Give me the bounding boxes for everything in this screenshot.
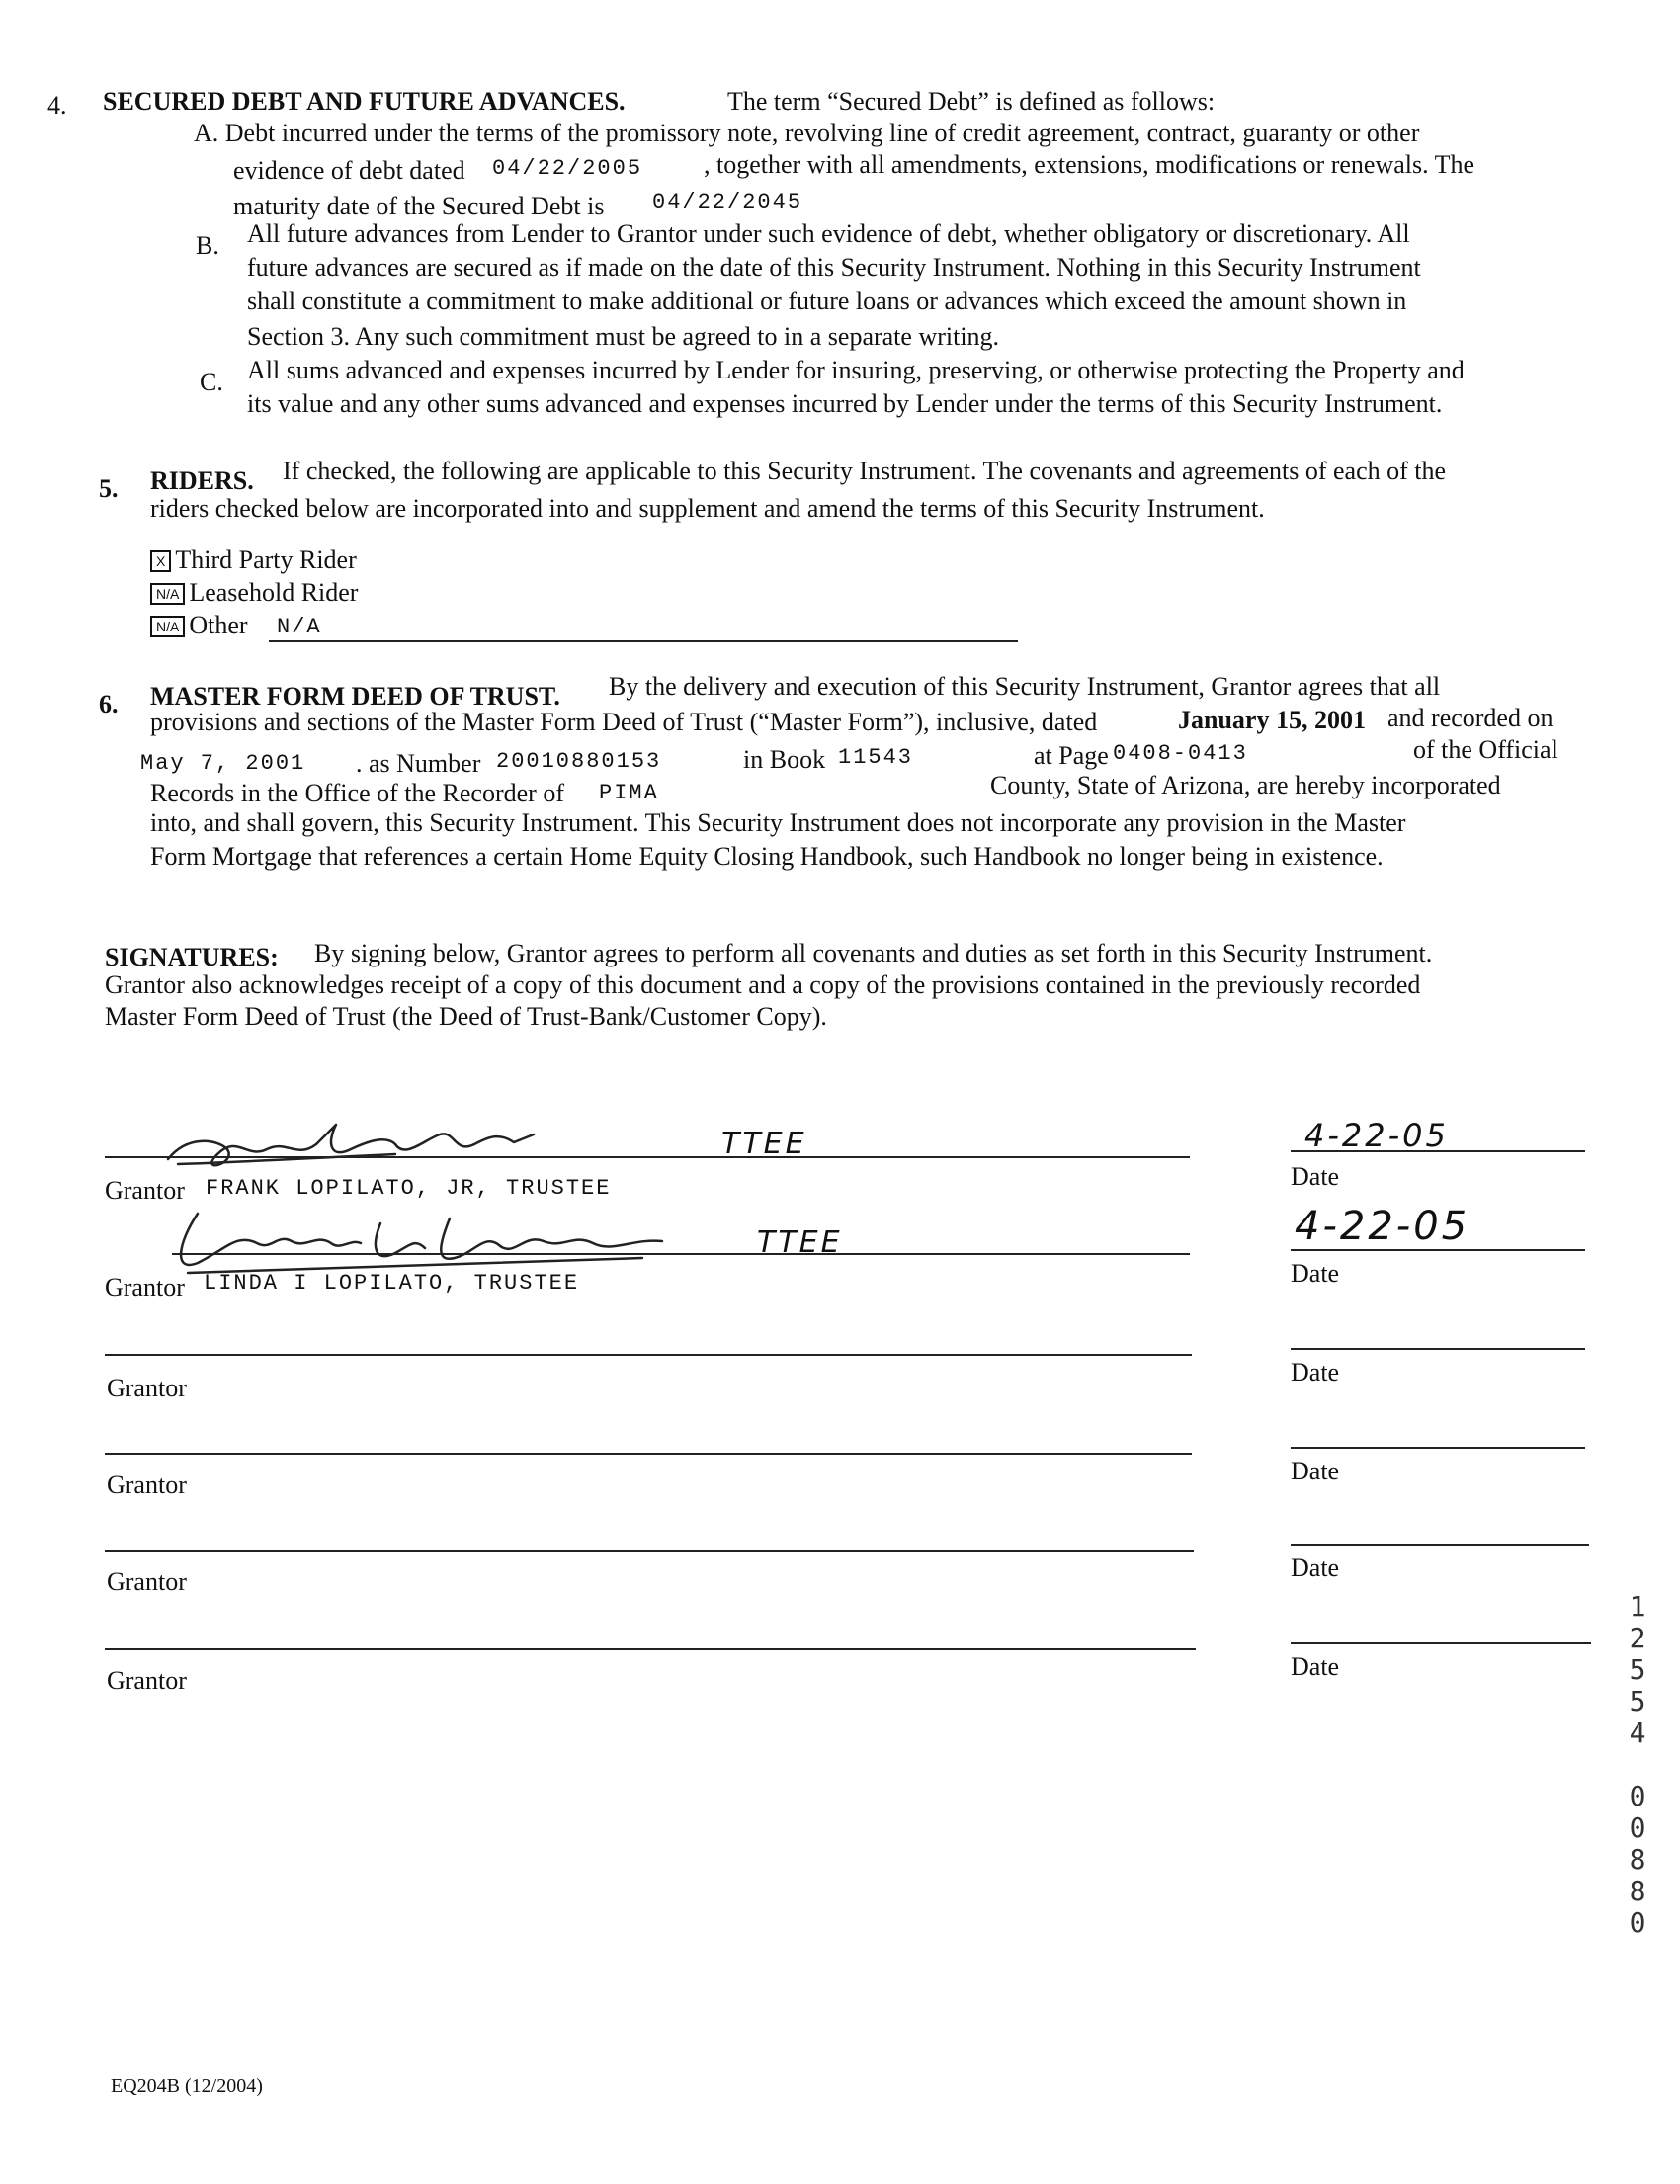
- other-rider-value: N/A: [277, 615, 322, 639]
- book-value: 11543: [838, 745, 914, 770]
- rider-checkbox[interactable]: N/A: [150, 616, 185, 637]
- grantor-2-date-line: [1291, 1249, 1585, 1251]
- section-6-line2-pre: provisions and sections of the Master Form Deed of Trust (“Master Form”), inclusive, dated: [150, 708, 1098, 736]
- page-value: 0408-0413: [1113, 741, 1248, 766]
- rider-checkbox[interactable]: X: [150, 550, 171, 572]
- grantor-1-signature-line: [105, 1156, 1190, 1158]
- maturity-date-value: 04/22/2045: [652, 190, 803, 214]
- grantor-1-date: 4-22-05: [1304, 1117, 1449, 1154]
- grantor-1-date-line: [1291, 1150, 1585, 1152]
- section-4b-line4: Section 3. Any such commitment must be agreed to in a separate writing.: [247, 322, 1000, 351]
- section-4b-line1: All future advances from Lender to Grantor under such evidence of debt, whether obligatory or discretionary. All: [247, 219, 1410, 248]
- section-4a-line3-pre: maturity date of the Secured Debt is: [233, 192, 605, 220]
- rider-label: Leasehold Rider: [189, 578, 359, 607]
- recorded-date-value: May 7, 2001: [140, 751, 306, 776]
- section-4-intro: The term “Secured Debt” is defined as follows:: [727, 87, 1216, 116]
- section-4a-line1: A. Debt incurred under the terms of the promissory note, revolving line of credit agreement, contract, guaranty or other: [194, 119, 1420, 147]
- grantor-4-date-line: [1291, 1447, 1585, 1449]
- rider-label: Other: [189, 611, 248, 639]
- section-4a-line2-post: , together with all amendments, extensions, modifications or renewals. The: [704, 150, 1475, 179]
- grantor-6-date-line: [1291, 1642, 1591, 1644]
- section-6-line1: By the delivery and execution of this Security Instrument, Grantor agrees that all: [609, 672, 1441, 701]
- section-6-heading: MASTER FORM DEED OF TRUST.: [150, 682, 560, 711]
- form-code: EQ204B (12/2004): [111, 2075, 263, 2097]
- grantor-1-name: FRANK LOPILATO, JR, TRUSTEE: [206, 1176, 612, 1201]
- section-4b-label: B.: [196, 231, 219, 260]
- section-4c-line2: its value and any other sums advanced and expenses incurred by Lender under the terms of this Security Instrument.: [247, 389, 1443, 418]
- section-5-number: 5.: [99, 474, 119, 503]
- grantor-5-date-line: [1291, 1544, 1589, 1546]
- rider-leasehold[interactable]: [150, 578, 358, 608]
- grantor-1-date-label: Date: [1291, 1162, 1340, 1191]
- grantor-2-label: Grantor: [105, 1273, 185, 1302]
- other-rider-underline: [269, 640, 1018, 642]
- section-4b-line2: future advances are secured as if made on the date of this Security Instrument. Nothing in this Security Instrument: [247, 253, 1421, 282]
- grantor-4-label: Grantor: [107, 1470, 187, 1499]
- grantor-5-signature-line: [105, 1550, 1194, 1552]
- signatures-line1: By signing below, Grantor agrees to perform all covenants and duties as set forth in this Security Instrument.: [314, 939, 1433, 967]
- grantor-1-label: Grantor: [105, 1176, 185, 1205]
- official-label: of the Official: [1413, 735, 1558, 764]
- rider-label: Third Party Rider: [175, 546, 357, 574]
- signatures-line3: Master Form Deed of Trust (the Deed of Trust-Bank/Customer Copy).: [105, 1002, 827, 1031]
- section-4-number: 4.: [47, 91, 67, 120]
- section-5-heading: RIDERS.: [150, 466, 254, 495]
- section-4b-line3: shall constitute a commitment to make additional or future loans or advances which exceed the amount shown in: [247, 287, 1407, 315]
- section-4c-line1: All sums advanced and expenses incurred by Lender for insuring, preserving, or otherwise protecting the Property and: [247, 356, 1465, 384]
- book-label: in Book: [743, 745, 826, 774]
- grantor-3-date-line: [1291, 1348, 1585, 1350]
- section-5-line2: riders checked below are incorporated into and supplement and amend the terms of this Security Instrument.: [150, 494, 1265, 523]
- grantor-4-date-label: Date: [1291, 1457, 1340, 1485]
- grantor-6-date-label: Date: [1291, 1652, 1340, 1681]
- grantor-6-signature-line: [105, 1648, 1196, 1650]
- grantor-2-name: LINDA I LOPILATO, TRUSTEE: [204, 1271, 580, 1296]
- section-5-line1: If checked, the following are applicable to this Security Instrument. The covenants and agreements of each of the: [283, 457, 1447, 485]
- section-6-line4-post: County, State of Arizona, are hereby incorporated: [990, 771, 1501, 799]
- master-form-date: January 15, 2001: [1178, 706, 1366, 734]
- section-6-line4-pre: Records in the Office of the Recorder of: [150, 779, 564, 807]
- section-6-line2-post: and recorded on: [1387, 704, 1554, 732]
- grantor-3-label: Grantor: [107, 1374, 187, 1402]
- section-4c-label: C.: [200, 368, 223, 396]
- side-recording-stamp: 1 2 5 5 4 0 0 8 8 0: [1629, 1590, 1646, 1939]
- grantor-2-date-label: Date: [1291, 1259, 1340, 1288]
- grantor-1-signature: [158, 1105, 573, 1184]
- section-6-line5: into, and shall govern, this Security Instrument. This Security Instrument does not incorporate any provision in the Master: [150, 808, 1406, 837]
- grantor-5-label: Grantor: [107, 1567, 187, 1596]
- grantor-1-title: TTEE: [721, 1127, 807, 1161]
- section-6-line6: Form Mortgage that references a certain Home Equity Closing Handbook, such Handbook no longer being in existence.: [150, 842, 1384, 871]
- grantor-2-title: TTEE: [757, 1225, 843, 1260]
- recording-number-value: 20010880153: [496, 749, 662, 774]
- grantor-4-signature-line: [105, 1453, 1192, 1455]
- grantor-2-date: 4-22-05: [1295, 1204, 1470, 1249]
- section-4-heading: SECURED DEBT AND FUTURE ADVANCES.: [103, 87, 626, 116]
- debt-date-value: 04/22/2005: [492, 156, 643, 181]
- section-4a-line2-pre: evidence of debt dated: [233, 156, 465, 185]
- grantor-2-signature-line: [172, 1253, 1190, 1255]
- grantor-5-date-label: Date: [1291, 1554, 1340, 1582]
- page-label: at Page: [1034, 741, 1109, 770]
- rider-checkbox[interactable]: N/A: [150, 583, 185, 605]
- signatures-line2: Grantor also acknowledges receipt of a copy of this document and a copy of the provisions contained in the previously recorded: [105, 970, 1421, 999]
- grantor-3-date-label: Date: [1291, 1358, 1340, 1386]
- county-value: PIMA: [599, 781, 659, 805]
- rider-other[interactable]: [150, 611, 248, 640]
- section-6-number: 6.: [99, 690, 119, 718]
- as-number-label: . as Number: [356, 749, 481, 778]
- rider-third-party[interactable]: [150, 546, 357, 575]
- grantor-6-label: Grantor: [107, 1666, 187, 1695]
- grantor-3-signature-line: [105, 1354, 1192, 1356]
- signatures-heading: SIGNATURES:: [105, 943, 279, 971]
